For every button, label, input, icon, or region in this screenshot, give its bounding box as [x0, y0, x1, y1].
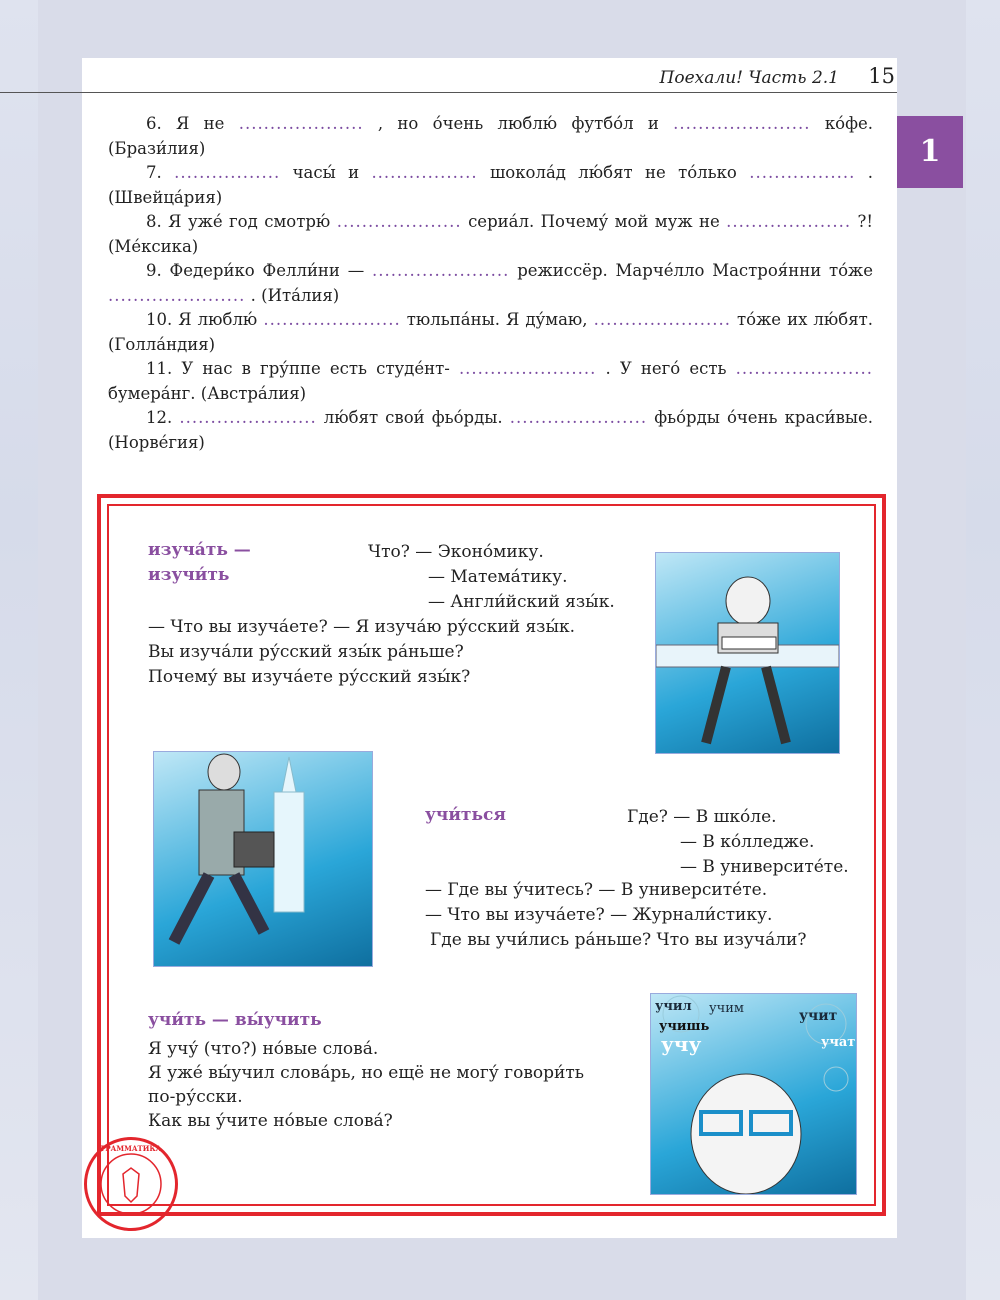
exercise-item: 7. ................. часы́ и ................. шокола́д лю́бят не то́лько ................. . (Швейца́рия): [108, 163, 873, 207]
exercise-list: [108, 112, 873, 455]
question-line: Где? — В шко́ле.: [627, 807, 777, 827]
example-line: — Что вы изуча́ете? — Я изуча́ю ру́сский язы́к.: [148, 617, 576, 637]
bubble-word: учат: [821, 1035, 856, 1050]
exercise-item: 10. Я люблю́ ...................... тюльпа́ны. Я ду́маю, ...................... то́же их лю́бят. (Голла́ндия): [108, 310, 873, 354]
verb-heading-uchit: учи́ть — вы́учить: [148, 1010, 322, 1030]
running-head: [0, 60, 897, 93]
example-line: Почему́ вы изуча́ете ру́сский язы́к?: [148, 667, 471, 687]
exercise-item: 8. Я уже́ год смотрю́ .................... сериа́л. Почему́ мой муж не .................... ?! (Ме́ксика): [108, 212, 873, 256]
example-line: — Где вы у́читесь? — В университе́те.: [425, 880, 768, 900]
example-line: Где вы учи́лись ра́ньше? Что вы изуча́ли?: [430, 930, 807, 950]
student-walking-illustration: [153, 751, 373, 967]
verb-heading-izuchat: изуча́ть —: [148, 540, 251, 560]
exercise-item: 11. У нас в гру́ппе есть студе́нт- ...................... . У него́ есть ...................... бумера́нг. (Австра́лия): [108, 359, 873, 403]
example-line: — Что вы изуча́ете? — Журнали́стику.: [425, 905, 773, 925]
bubble-word: учу: [661, 1032, 702, 1056]
page-number: 15: [868, 64, 895, 88]
bubble-word: учил: [655, 999, 692, 1014]
exercise-item: 9. Федери́ко Фелли́ни — ...................... режиссёр. Марче́лло Мастроя́нни то́же ...................... . (Ита́лия): [108, 261, 873, 305]
bubble-word: учишь: [659, 1019, 710, 1034]
answer-line: — В университе́те.: [680, 857, 849, 877]
bubble-word: учим: [709, 1001, 745, 1016]
example-line: Как вы у́чите но́вые слова́?: [148, 1111, 393, 1131]
student-reading-illustration: [655, 552, 840, 754]
chapter-tab: 1: [897, 116, 963, 188]
answer-line: — В ко́лледже.: [680, 832, 815, 852]
stamp-label: ГРАММАТИКА: [100, 1144, 162, 1153]
bubble-word: учит: [799, 1008, 838, 1024]
example-line: Я уже́ вы́учил слова́рь, но ещё не могу́ говори́ть: [148, 1063, 585, 1083]
grammar-stamp: [84, 1137, 178, 1231]
verb-heading-uchitsya: учи́ться: [425, 805, 506, 825]
answer-line: — Матема́тику.: [428, 567, 568, 587]
example-line: Вы изуча́ли ру́сский язы́к ра́ньше?: [148, 642, 464, 662]
stamp-ring: [87, 1140, 175, 1228]
exercise-item: 12. ...................... лю́бят свои́ фьо́рды. ...................... фьо́рды о́чень краси́вые. (Норве́гия): [108, 408, 873, 452]
example-line: по-ру́сски.: [148, 1087, 243, 1107]
book-title: Поехали! Часть 2.1: [659, 68, 839, 88]
example-line: Я учу́ (что?) но́вые слова́.: [148, 1039, 379, 1059]
student-reading-drawing: [656, 553, 839, 753]
verb-heading-izuchit: изучи́ть: [148, 565, 230, 585]
thinking-student-illustration: [650, 993, 857, 1195]
question-line: Что? — Эконо́мику.: [368, 542, 544, 562]
answer-line: — Англи́йский язы́к.: [428, 592, 615, 612]
student-walking-drawing: [154, 752, 372, 966]
exercise-item: 6. Я не .................... , но о́чень люблю́ футбо́л и ...................... ко́фе. (Брази́лия): [108, 114, 873, 158]
